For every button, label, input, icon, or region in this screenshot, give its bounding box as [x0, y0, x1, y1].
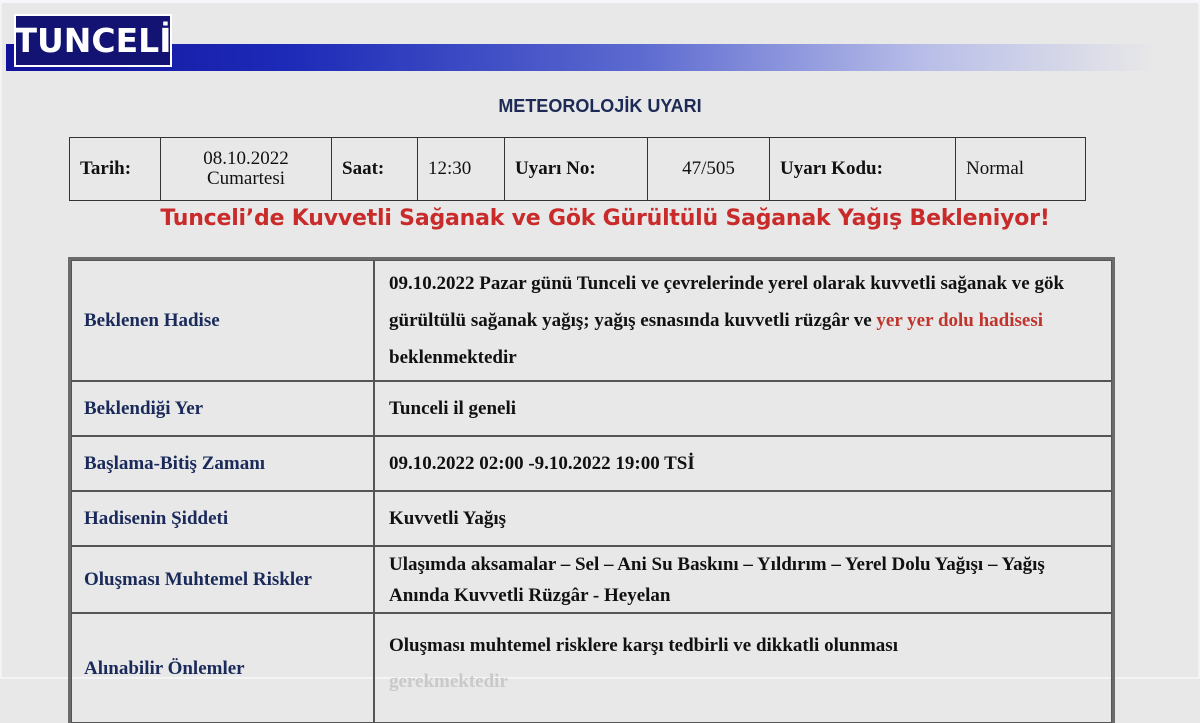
time-value: 12:30: [418, 138, 505, 201]
warning-no-value: 47/505: [648, 138, 770, 201]
date-label: Tarih:: [70, 138, 161, 201]
expected-event-text: 09.10.2022 Pazar günü Tunceli ve çevrelerinde yerel olarak kuvvetli sağanak ve gök gürültülü sağanak yağış; yağış esnasında kuvvetli rüzgâr ve: [389, 273, 1065, 331]
table-row: [71, 546, 1112, 613]
warning-code-value: Normal: [956, 138, 1086, 201]
table-row: [71, 260, 1112, 381]
warning-code-label: Uyarı Kodu:: [770, 138, 956, 201]
row-key-time-range: Başlama-Bitiş Zamanı: [71, 436, 374, 491]
hail-highlight: yer yer dolu hadisesi: [876, 310, 1044, 331]
tunceli-logo[interactable]: [14, 14, 172, 67]
warning-headline: Tunceli’de Kuvvetli Sağanak ve Gök Gürültülü Sağanak Yağış Bekleniyor!: [160, 206, 1050, 231]
info-row: [70, 138, 1086, 201]
logo-text: TUNCELİ: [14, 21, 172, 60]
row-key-precautions: Alınabilir Önlemler: [71, 613, 374, 723]
row-key-risks: Oluşması Muhtemel Riskler: [71, 546, 374, 613]
row-value-severity: Kuvvetli Yağış: [374, 491, 1112, 546]
date-cell: [161, 138, 332, 201]
document-title: METEOROLOJİK UYARI: [498, 96, 702, 116]
precautions-text: Oluşması muhtemel risklere karşı tedbirli ve dikkatli olunması: [389, 635, 898, 656]
table-row: [71, 613, 1112, 723]
table-row: [71, 436, 1112, 491]
header-gradient-bar: [6, 44, 1156, 71]
expected-event-end: beklenmektedir: [389, 347, 517, 368]
precautions-end: gerekmektedir: [389, 671, 508, 692]
row-value-location: Tunceli il geneli: [374, 381, 1112, 436]
table-row: [71, 491, 1112, 546]
row-key-location: Beklendiği Yer: [71, 381, 374, 436]
date-value: 08.10.2022: [203, 148, 289, 169]
row-key-severity: Hadisenin Şiddeti: [71, 491, 374, 546]
row-value-time-range: 09.10.2022 02:00 -9.10.2022 19:00 TSİ: [374, 436, 1112, 491]
day-value: Cumartesi: [206, 168, 286, 189]
row-value-precautions: [374, 613, 1112, 723]
details-table: [68, 257, 1115, 723]
row-value-risks: Ulaşımda aksamalar – Sel – Ani Su Baskını – Yıldırım – Yerel Dolu Yağışı – Yağış Anında Kuvvetli Rüzgâr - Heyelan: [374, 546, 1112, 613]
warning-no-label: Uyarı No:: [505, 138, 648, 201]
row-value-expected-event: [374, 260, 1112, 381]
info-table: [69, 137, 1086, 201]
time-label: Saat:: [332, 138, 418, 201]
table-row: [71, 381, 1112, 436]
row-key-expected-event: Beklenen Hadise: [71, 260, 374, 381]
